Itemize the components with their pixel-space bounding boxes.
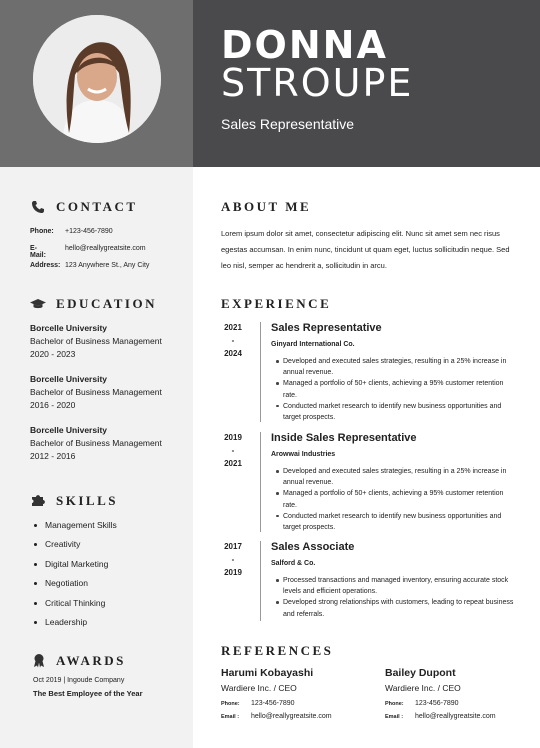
skill-item: Management Skills	[34, 520, 117, 539]
awards-heading: AWARDS	[56, 653, 126, 668]
skill-item: Leadership	[34, 617, 117, 636]
experience-bullet: Developed and executed sales strategies, resulting in a 25% increase in annual revenue.	[283, 356, 515, 378]
reference-email-label: Email :	[385, 714, 404, 720]
experience-company: Arowwai Industries	[271, 451, 336, 458]
experience-start-year: 2017	[224, 542, 242, 551]
education-years: 2012 - 2016	[30, 451, 76, 461]
first-name: DONNA	[221, 23, 388, 67]
experience-start-year: 2019	[224, 433, 242, 442]
experience-bullet: Developed strong relationships with customers, leading to repeat business and referrals.	[283, 597, 515, 619]
contact-email-value[interactable]: hello@reallygreatsite.com	[65, 245, 146, 252]
reference-phone-row	[385, 700, 459, 707]
timeline-divider	[260, 322, 261, 422]
education-school: Borcelle University	[30, 323, 108, 333]
education-heading: EDUCATION	[56, 296, 157, 311]
job-title: Sales Representative	[221, 116, 355, 132]
reference-email-label: Email :	[221, 714, 240, 720]
education-degree: Bachelor of Business Management	[30, 387, 162, 397]
education-item	[30, 322, 162, 361]
reference-name: Harumi Kobayashi	[221, 667, 314, 679]
contact-address-label: Address:	[30, 262, 61, 269]
experience-heading: EXPERIENCE	[221, 296, 332, 311]
reference-phone[interactable]: 123-456-7890	[250, 700, 295, 707]
reference-role: Wardiere Inc. / CEO	[385, 683, 461, 693]
experience-bullets	[283, 575, 515, 620]
experience-bullet: Managed a portfolio of 50+ clients, achieving a 95% customer retention rate.	[283, 378, 515, 400]
experience-dates	[221, 431, 245, 470]
education-item	[30, 373, 162, 412]
reference-role: Wardiere Inc. / CEO	[221, 683, 297, 693]
experience-start-year: 2021	[224, 323, 242, 332]
experience-company: Ginyard International Co.	[271, 341, 355, 348]
references-heading: REFERENCES	[221, 643, 334, 658]
education-school: Borcelle University	[30, 425, 108, 435]
reference-phone-label: Phone:	[385, 701, 404, 707]
timeline-divider	[260, 541, 261, 621]
award-ribbon-icon	[32, 653, 48, 667]
experience-end-year: 2019	[224, 568, 242, 577]
skill-item: Digital Marketing	[34, 559, 117, 578]
reference-email[interactable]: hello@reallygreatsite.com	[250, 713, 332, 720]
education-item	[30, 424, 162, 463]
experience-dates	[221, 540, 245, 579]
experience-bullet: Processed transactions and managed inventory, ensuring accurate stock levels and efficient operations.	[283, 575, 515, 597]
phone-icon	[31, 200, 47, 214]
about-text: Lorem ipsum dolor sit amet, consectetur adipiscing elit. Nunc sit amet sem nec risus egestas accumsan. In enim nunc, tincidunt ut quam eget, luctus sollicitudin neque. Sed leo nisl, semper ac hendrerit a, sollicitudin in arcu.	[221, 229, 510, 270]
award-date: Oct 2019 | Ingoude Company	[33, 677, 125, 684]
graduation-cap-icon	[30, 297, 46, 311]
contact-email-label: E-Mail:	[30, 245, 46, 259]
skills-heading: SKILLS	[56, 493, 118, 508]
contact-address-value: 123 Anywhere St., Any City	[65, 262, 150, 269]
contact-phone-label: Phone:	[30, 228, 54, 235]
education-degree: Bachelor of Business Management	[30, 336, 162, 346]
skills-list	[34, 520, 117, 636]
education-years: 2020 - 2023	[30, 349, 76, 359]
experience-bullet: Conducted market research to identify new business opportunities and target prospects.	[283, 401, 515, 423]
experience-end-year: 2021	[224, 459, 242, 468]
skill-item: Critical Thinking	[34, 598, 117, 617]
experience-company: Salford & Co.	[271, 560, 316, 567]
reference-phone[interactable]: 123-456-7890	[414, 700, 459, 707]
profile-photo	[33, 15, 161, 143]
last-name: STROUPE	[221, 61, 414, 105]
contact-phone-value[interactable]: +123-456-7890	[65, 228, 113, 235]
contact-heading: CONTACT	[56, 199, 138, 214]
about-heading: ABOUT ME	[221, 199, 312, 214]
experience-date-dash: -	[231, 555, 235, 564]
experience-title: Inside Sales Representative	[271, 432, 417, 444]
reference-email-row	[385, 713, 496, 720]
experience-dates	[221, 321, 245, 360]
puzzle-icon	[31, 493, 47, 507]
experience-date-dash: -	[231, 336, 235, 345]
reference-name: Bailey Dupont	[385, 667, 456, 679]
education-degree: Bachelor of Business Management	[30, 438, 162, 448]
skill-item: Creativity	[34, 539, 117, 558]
experience-title: Sales Representative	[271, 322, 382, 334]
education-school: Borcelle University	[30, 374, 108, 384]
education-years: 2016 - 2020	[30, 400, 76, 410]
timeline-divider	[260, 432, 261, 532]
experience-bullet: Developed and executed sales strategies, resulting in a 25% increase in annual revenue.	[283, 466, 515, 488]
skill-item: Negotiation	[34, 578, 117, 597]
experience-bullets	[283, 466, 515, 533]
experience-bullet: Conducted market research to identify new business opportunities and target prospects.	[283, 511, 515, 533]
experience-title: Sales Associate	[271, 541, 355, 553]
reference-phone-row	[221, 700, 295, 707]
experience-end-year: 2024	[224, 349, 242, 358]
experience-bullet: Managed a portfolio of 50+ clients, achieving a 95% customer retention rate.	[283, 488, 515, 510]
reference-phone-label: Phone:	[221, 701, 240, 707]
experience-date-dash: -	[231, 446, 235, 455]
reference-email[interactable]: hello@reallygreatsite.com	[414, 713, 496, 720]
experience-bullets	[283, 356, 515, 423]
award-name: The Best Employee of the Year	[33, 689, 143, 698]
reference-email-row	[221, 713, 332, 720]
